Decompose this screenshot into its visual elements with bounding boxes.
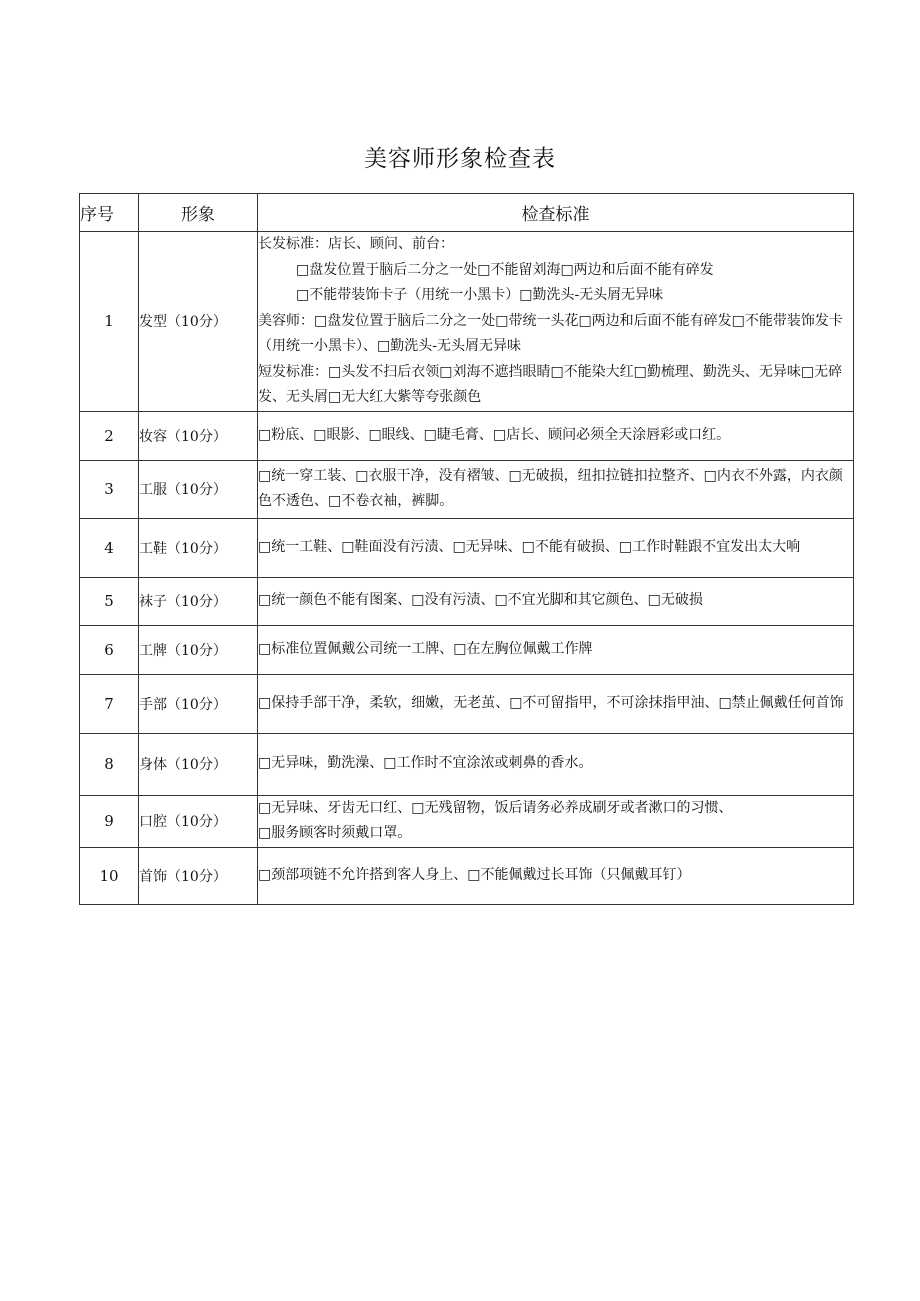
row-number: 3	[80, 460, 139, 518]
row-criteria	[258, 847, 854, 904]
table-row	[80, 518, 854, 577]
row-item: 袜子（10分）	[139, 577, 258, 625]
header-item: 形象	[139, 194, 258, 232]
row-item: 工牌（10分）	[139, 625, 258, 674]
table-row	[80, 733, 854, 795]
criteria-line: □标准位置佩戴公司统一工牌、□在左胸位佩戴工作牌	[258, 640, 593, 657]
row-criteria	[258, 460, 854, 518]
row-item: 身体（10分）	[139, 733, 258, 795]
criteria-line: □不能带装饰卡子（用统一小黑卡）□勤洗头-无头屑无异味	[296, 287, 664, 303]
criteria-line: □颈部项链不允许搭到客人身上、□不能佩戴过长耳饰（只佩戴耳钉）	[258, 866, 691, 883]
row-criteria	[258, 674, 854, 733]
row-criteria	[258, 795, 854, 847]
row-number: 5	[80, 577, 139, 625]
criteria-line: □盘发位置于脑后二分之一处□不能留刘海□两边和后面不能有碎发	[296, 261, 714, 278]
table-row	[80, 577, 854, 625]
header-no: 序号	[80, 194, 139, 232]
row-criteria	[258, 733, 854, 795]
row-criteria	[258, 411, 854, 460]
row-criteria	[258, 232, 854, 412]
criteria-line: □统一穿工装、□衣服干净，没有褶皱、□无破损，纽扣拉链扣拉整齐、□内衣不外露，内衣颜色不透色、□不卷衣袖，裤脚。	[258, 467, 843, 509]
row-criteria	[258, 577, 854, 625]
row-item: 工服（10分）	[139, 460, 258, 518]
criteria-line: □无异味、牙齿无口红、□无残留物，饭后请务必养成刷牙或者漱口的习惯、	[258, 799, 733, 816]
row-item: 工鞋（10分）	[139, 518, 258, 577]
row-criteria	[258, 518, 854, 577]
table-row	[80, 460, 854, 518]
row-item: 妆容（10分）	[139, 411, 258, 460]
table-row	[80, 411, 854, 460]
criteria-line: □服务顾客时须戴口罩。	[258, 825, 412, 841]
table-row	[80, 625, 854, 674]
header-criteria: 检查标准	[258, 194, 854, 232]
criteria-line: □粉底、□眼影、□眼线、□睫毛膏、□店长、顾问必须全天涂唇彩或口红。	[258, 426, 731, 443]
row-item: 发型（10分）	[139, 232, 258, 412]
row-number: 9	[80, 795, 139, 847]
row-number: 2	[80, 411, 139, 460]
page-title: 美容师形象检查表	[364, 146, 556, 172]
criteria-line: □保持手部干净，柔软，细嫩，无老茧、□不可留指甲，不可涂抹指甲油、□禁止佩戴任何首饰	[258, 694, 844, 711]
criteria-line: 短发标准：□头发不扫后衣领□刘海不遮挡眼睛□不能染大红□勤梳理、勤洗头、无异味□无碎发、无头屑□无大红大紫等夸张颜色	[258, 363, 843, 405]
row-number: 4	[80, 518, 139, 577]
row-number: 6	[80, 625, 139, 674]
table-row	[80, 674, 854, 733]
criteria-line: □统一工鞋、□鞋面没有污渍、□无异味、□不能有破损、□工作时鞋跟不宜发出太大响	[258, 538, 801, 555]
row-number: 8	[80, 733, 139, 795]
table-row	[80, 795, 854, 847]
table-row	[80, 847, 854, 904]
row-criteria	[258, 625, 854, 674]
header-row	[80, 194, 854, 232]
row-item: 首饰（10分）	[139, 847, 258, 904]
row-number: 7	[80, 674, 139, 733]
row-item: 口腔（10分）	[139, 795, 258, 847]
criteria-line: 美容师：□盘发位置于脑后二分之一处□带统一头花□两边和后面不能有碎发□不能带装饰发卡（用统一小黑卡）、□勤洗头-无头屑无异味	[258, 312, 843, 354]
inspection-table	[79, 193, 854, 905]
row-number: 1	[80, 232, 139, 412]
table-row	[80, 232, 854, 412]
criteria-line: 长发标准：店长、顾问、前台：	[258, 236, 454, 252]
row-number: 10	[80, 847, 139, 904]
row-item: 手部（10分）	[139, 674, 258, 733]
criteria-line: □无异味，勤洗澡、□工作时不宜涂浓或刺鼻的香水。	[258, 755, 593, 772]
criteria-line: □统一颜色不能有图案、□没有污渍、□不宜光脚和其它颜色、□无破损	[258, 592, 703, 609]
